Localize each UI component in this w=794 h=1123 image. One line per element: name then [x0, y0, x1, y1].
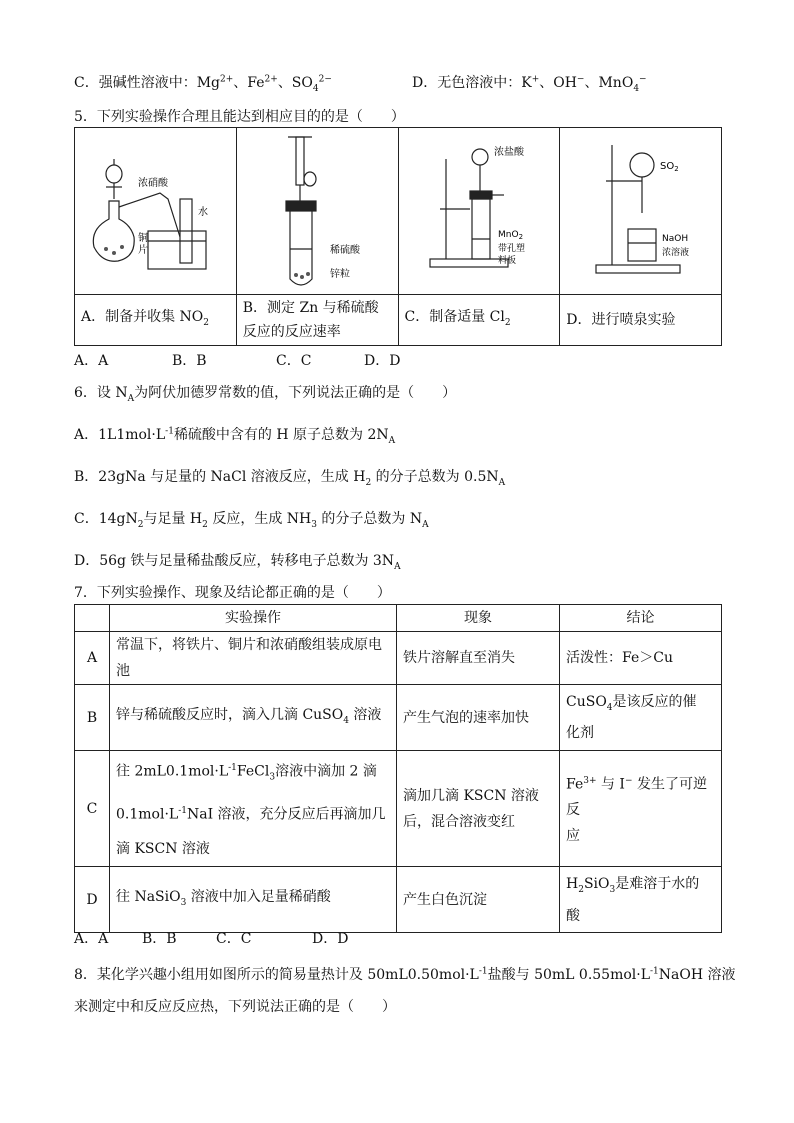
cell-con: $Fe^{3+}$ 与 I− 发生了可逆反 应 — [560, 751, 722, 867]
cell-op: 往 $2mL0.1mol\cdot L^{-1}FeCl_3$溶液中滴加 2 滴 $0.1mol\cdot L^{-1}NaI$ 溶液，充分反应后再滴加几 滴 KSCN 溶液 — [110, 751, 397, 867]
q6-stem: 6．设 $N_A$为阿伏加德罗常数的值，下列说法正确的是（ ） — [74, 385, 457, 404]
q8-line2: 来测定中和反应反应热，下列说法正确的是（ ） — [74, 999, 396, 1015]
apparatus-b-drawing — [238, 129, 396, 289]
apparatus-d-drawing — [562, 129, 720, 289]
q5-option-b[interactable]: B．B — [172, 353, 207, 369]
q7-option-a[interactable]: A．A — [74, 931, 109, 947]
caption-d: D．进行喷泉实验 — [560, 295, 722, 346]
q7-table — [74, 604, 722, 933]
header-cell: 实验操作 — [110, 605, 397, 632]
cell-con: CuSO$_4$是该反应的催 化剂 — [560, 685, 722, 751]
svg-text:锌粒: 锌粒 — [330, 269, 351, 280]
cell-op: 锌与稀硫酸反应时，滴入几滴 CuSO$_4$ 溶液 — [110, 685, 397, 751]
svg-text:NaOH: NaOH — [661, 234, 688, 244]
caption-a: A．制备并收集 $NO_2$ — [75, 295, 237, 346]
svg-text:稀硫酸: 稀硫酸 — [330, 245, 361, 256]
q5-options — [74, 350, 400, 370]
svg-text:带孔塑: 带孔塑 — [497, 244, 525, 254]
q6-option-a[interactable]: A．$1L1mol\cdot L^{-1}$稀硫酸中含有的 H 原子总数为 $2N_A$ — [74, 426, 396, 446]
q6-option-d[interactable]: D．56g 铁与足量稀盐酸反应，转移电子总数为 $3N_A$ — [74, 553, 401, 572]
svg-text:水: 水 — [198, 207, 209, 218]
header-cell: 现象 — [397, 605, 560, 632]
row-key: B — [75, 685, 110, 751]
q7-option-b[interactable]: B．B — [142, 931, 177, 947]
q4-option-d: D．无色溶液中：K+、OH−、MnO$_4$− — [412, 74, 647, 94]
svg-text:MnO2: MnO$_2$ — [497, 230, 523, 241]
q7-option-c[interactable]: C．C — [216, 931, 252, 947]
apparatus-c-drawing — [400, 129, 558, 289]
q5-option-d[interactable]: D．D — [364, 353, 401, 369]
cell-obs: 产生气泡的速率加快 — [397, 685, 560, 751]
cell-obs: 滴加几滴 KSCN 溶液 后，混合溶液变红 — [397, 751, 560, 867]
svg-text:浓硝酸: 浓硝酸 — [138, 178, 169, 189]
cell-op: 往 NaSiO$_3$ 溶液中加入足量稀硝酸 — [110, 867, 397, 933]
figure-c — [398, 128, 560, 295]
figure-a — [75, 128, 237, 295]
apparatus-a-drawing — [76, 129, 234, 289]
row-key: D — [75, 867, 110, 933]
table-row — [75, 751, 722, 867]
q5-stem: 5．下列实验操作合理且能达到相应目的的是（ ） — [74, 109, 405, 125]
q6-option-b[interactable]: B．23gNa 与足量的 NaCl 溶液反应，生成 $H_2$ 的分子总数为 $0.5N_A$ — [74, 469, 506, 488]
caption-c: C．制备适量 $Cl_2$ — [398, 295, 560, 346]
table-row — [75, 685, 722, 751]
row-key: C — [75, 751, 110, 867]
svg-text:料板: 料板 — [497, 256, 516, 266]
q4-option-c: C．强碱性溶液中：$Mg^{2+}$、$Fe^{2+}$、$SO_4^{2-}$ — [74, 74, 332, 94]
q5-figure-table — [74, 127, 722, 346]
table-header-row — [75, 605, 722, 632]
svg-text:浓溶液: 浓溶液 — [661, 248, 689, 258]
q5-option-c[interactable]: C．C — [276, 353, 312, 369]
cell-con: 活泼性：Fe＞Cu — [560, 632, 722, 685]
cell-con: $H_2SiO_3$是难溶于水的 酸 — [560, 867, 722, 933]
header-cell — [75, 605, 110, 632]
svg-text:浓盐酸: 浓盐酸 — [493, 147, 524, 158]
table-row — [75, 867, 722, 933]
caption-b: B．测定 Zn 与稀硫酸反应的反应速率 — [236, 295, 398, 346]
figure-b — [236, 128, 398, 295]
cell-obs: 产生白色沉淀 — [397, 867, 560, 933]
svg-text:SO2: $SO_2$ — [659, 161, 679, 173]
q7-options — [74, 928, 348, 948]
svg-text:片: 片 — [138, 245, 149, 256]
q5-option-a[interactable]: A．A — [74, 353, 109, 369]
table-row — [75, 632, 722, 685]
q8-line1: 8．某化学兴趣小组用如图所示的简易量热计及 $50mL0.50mol\cdot L^{-1}$盐酸与 50mL $0.55mol\cdot L^{-1}NaOH$ 溶液 — [74, 966, 736, 983]
header-cell: 结论 — [560, 605, 722, 632]
q7-stem: 7．下列实验操作、现象及结论都正确的是（ ） — [74, 585, 391, 601]
q7-option-d[interactable]: D．D — [312, 931, 349, 947]
svg-text:铜: 铜 — [138, 233, 149, 244]
row-key: A — [75, 632, 110, 685]
figure-d — [560, 128, 722, 295]
cell-op: 常温下，将铁片、铜片和浓硝酸组装成原电 池 — [110, 632, 397, 685]
q6-option-c[interactable]: C．$14gN_2$与足量 $H_2$ 反应，生成 $NH_3$ 的分子总数为 $N_A$ — [74, 511, 429, 530]
cell-obs: 铁片溶解直至消失 — [397, 632, 560, 685]
